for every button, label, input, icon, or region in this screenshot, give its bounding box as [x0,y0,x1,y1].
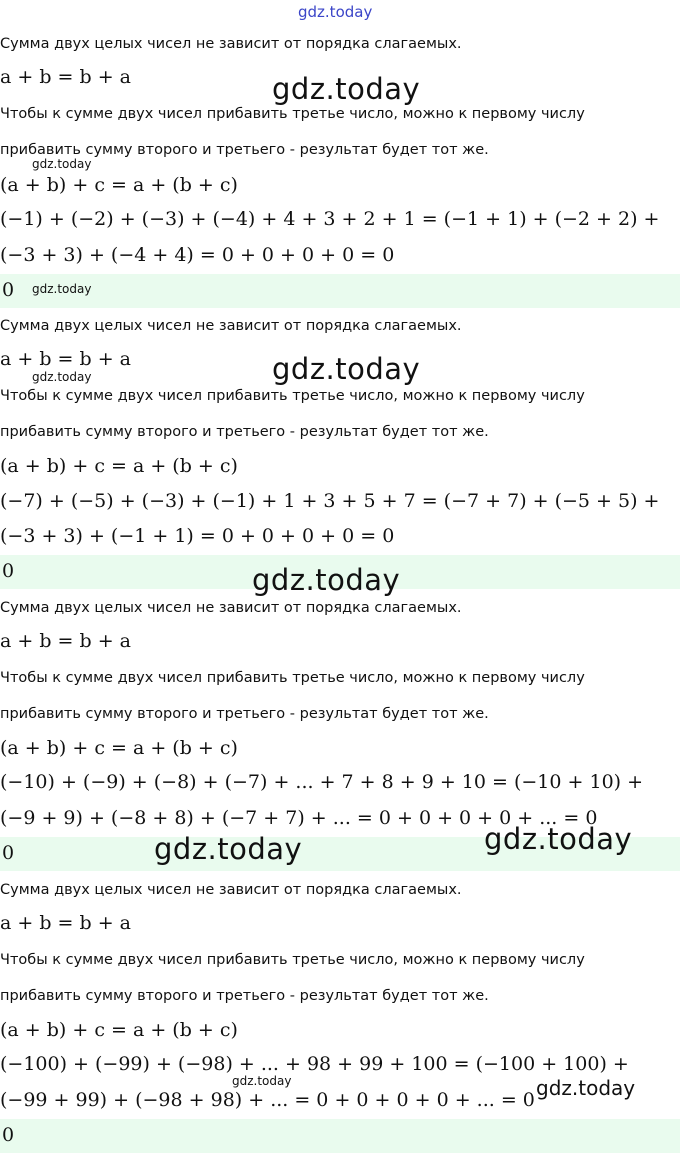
calculation-line1: (−7) + (−5) + (−3) + (−1) + 1 + 3 + 5 + 7 = (−7 + 7) + (−5 + 5) + [0,490,660,512]
watermark-large: gdz.today [272,352,421,386]
rule-associative-line1: Чтобы к сумме двух чисел прибавить третье число, можно к первому числу [0,670,585,686]
watermark-large: gdz.today [154,832,303,866]
rule-commutative: Сумма двух целых чисел не зависит от порядка слагаемых. [0,318,462,334]
calculation-line1: (−10) + (−9) + (−8) + (−7) + ... + 7 + 8 + 9 + 10 = (−10 + 10) + [0,771,644,793]
watermark-top: gdz.today [298,3,373,21]
formula-associative: (a + b) + c = a + (b + c) [0,737,238,759]
answer-value: 0 [2,560,15,582]
rule-associative-line2: прибавить сумму второго и третьего - результат будет тот же. [0,706,489,722]
answer-value: 0 [2,279,15,301]
calculation-line1: (−100) + (−99) + (−98) + ... + 98 + 99 + 100 = (−100 + 100) + [0,1053,629,1075]
formula-commutative: a + b = b + a [0,912,131,934]
watermark-medium: gdz.today [536,1076,636,1100]
watermark-large: gdz.today [484,822,633,856]
formula-commutative: a + b = b + a [0,630,131,652]
watermark-small: gdz.today [32,370,92,384]
rule-associative-line2: прибавить сумму второго и третьего - результат будет тот же. [0,142,489,158]
calculation-line2: (−99 + 99) + (−98 + 98) + ... = 0 + 0 + 0 + 0 + ... = 0 [0,1089,535,1111]
rule-associative-line1: Чтобы к сумме двух чисел прибавить третье число, можно к первому числу [0,388,585,404]
calculation-line2: (−3 + 3) + (−4 + 4) = 0 + 0 + 0 + 0 = 0 [0,244,395,266]
watermark-small: gdz.today [32,282,92,296]
formula-commutative: a + b = b + a [0,348,131,370]
formula-associative: (a + b) + c = a + (b + c) [0,174,238,196]
watermark-small: gdz.today [232,1074,292,1088]
rule-associative-line1: Чтобы к сумме двух чисел прибавить третье число, можно к первому числу [0,952,585,968]
formula-associative: (a + b) + c = a + (b + c) [0,455,238,477]
calculation-line1: (−1) + (−2) + (−3) + (−4) + 4 + 3 + 2 + 1 = (−1 + 1) + (−2 + 2) + [0,208,660,230]
rule-associative-line1: Чтобы к сумме двух чисел прибавить третье число, можно к первому числу [0,106,585,122]
rule-commutative: Сумма двух целых чисел не зависит от порядка слагаемых. [0,600,462,616]
watermark-small: gdz.today [32,157,92,171]
rule-associative-line2: прибавить сумму второго и третьего - результат будет тот же. [0,988,489,1004]
formula-commutative: a + b = b + a [0,66,131,88]
answer-value: 0 [2,842,15,864]
rule-commutative: Сумма двух целых чисел не зависит от порядка слагаемых. [0,36,462,52]
formula-associative: (a + b) + c = a + (b + c) [0,1019,238,1041]
answer-box [0,274,680,308]
rule-commutative: Сумма двух целых чисел не зависит от порядка слагаемых. [0,882,462,898]
answer-value: 0 [2,1124,15,1146]
rule-associative-line2: прибавить сумму второго и третьего - результат будет тот же. [0,424,489,440]
watermark-large: gdz.today [252,563,401,597]
calculation-line2: (−3 + 3) + (−1 + 1) = 0 + 0 + 0 + 0 = 0 [0,525,395,547]
watermark-large: gdz.today [272,72,421,106]
answer-box [0,1119,680,1153]
calculation-line2: (−9 + 9) + (−8 + 8) + (−7 + 7) + ... = 0 + 0 + 0 + 0 + ... = 0 [0,807,598,829]
